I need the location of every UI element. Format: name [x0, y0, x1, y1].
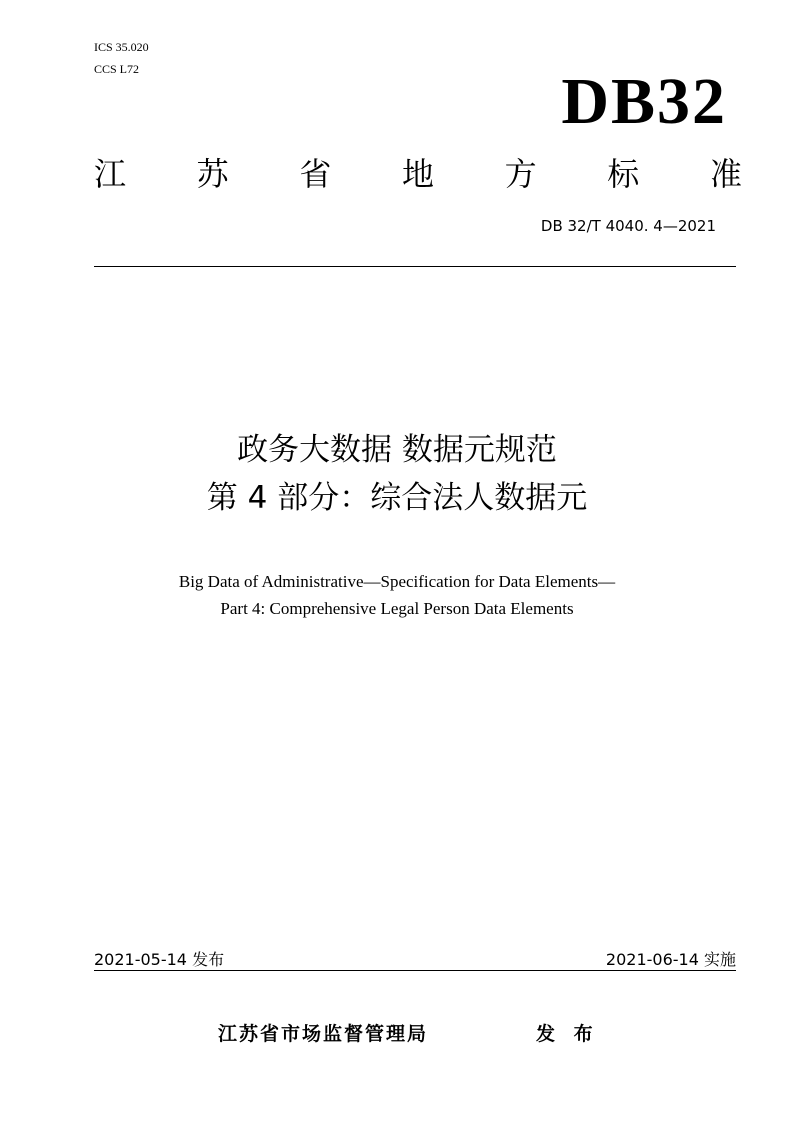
- issuing-authority: 江苏省市场监督管理局: [218, 1023, 429, 1045]
- en-title-line-1: Big Data of Administrative—Specification for Data Elements—: [178, 572, 616, 591]
- en-title-line-2: Part 4: Comprehensive Legal Person Data Elements: [220, 599, 574, 618]
- category-char: 省: [299, 155, 332, 193]
- ics-code: ICS 35.020: [94, 40, 149, 54]
- publish-label: 发 布: [536, 1023, 599, 1045]
- cn-title-line-2: 第 4 部分：综合法人数据元: [206, 480, 588, 516]
- category-char: 方: [504, 155, 537, 193]
- category-char: 江: [94, 155, 127, 193]
- cn-title-line-1: 政务大数据 数据元规范: [237, 432, 557, 468]
- ccs-code: CCS L72: [94, 62, 140, 76]
- standard-number: DB 32/T 4040. 4—2021: [540, 217, 716, 235]
- header-divider: [94, 266, 736, 267]
- category-char: 地: [401, 155, 434, 193]
- category-char: 准: [709, 155, 742, 193]
- issue-date: 2021-05-14 发布: [94, 950, 225, 969]
- implementation-date: 2021-06-14 实施: [605, 950, 736, 969]
- db-code-logo: DB32: [561, 65, 727, 138]
- footer-divider: [94, 970, 736, 971]
- standard-category-title: [94, 152, 742, 196]
- category-char: 标: [607, 155, 640, 193]
- category-char: 苏: [196, 155, 229, 193]
